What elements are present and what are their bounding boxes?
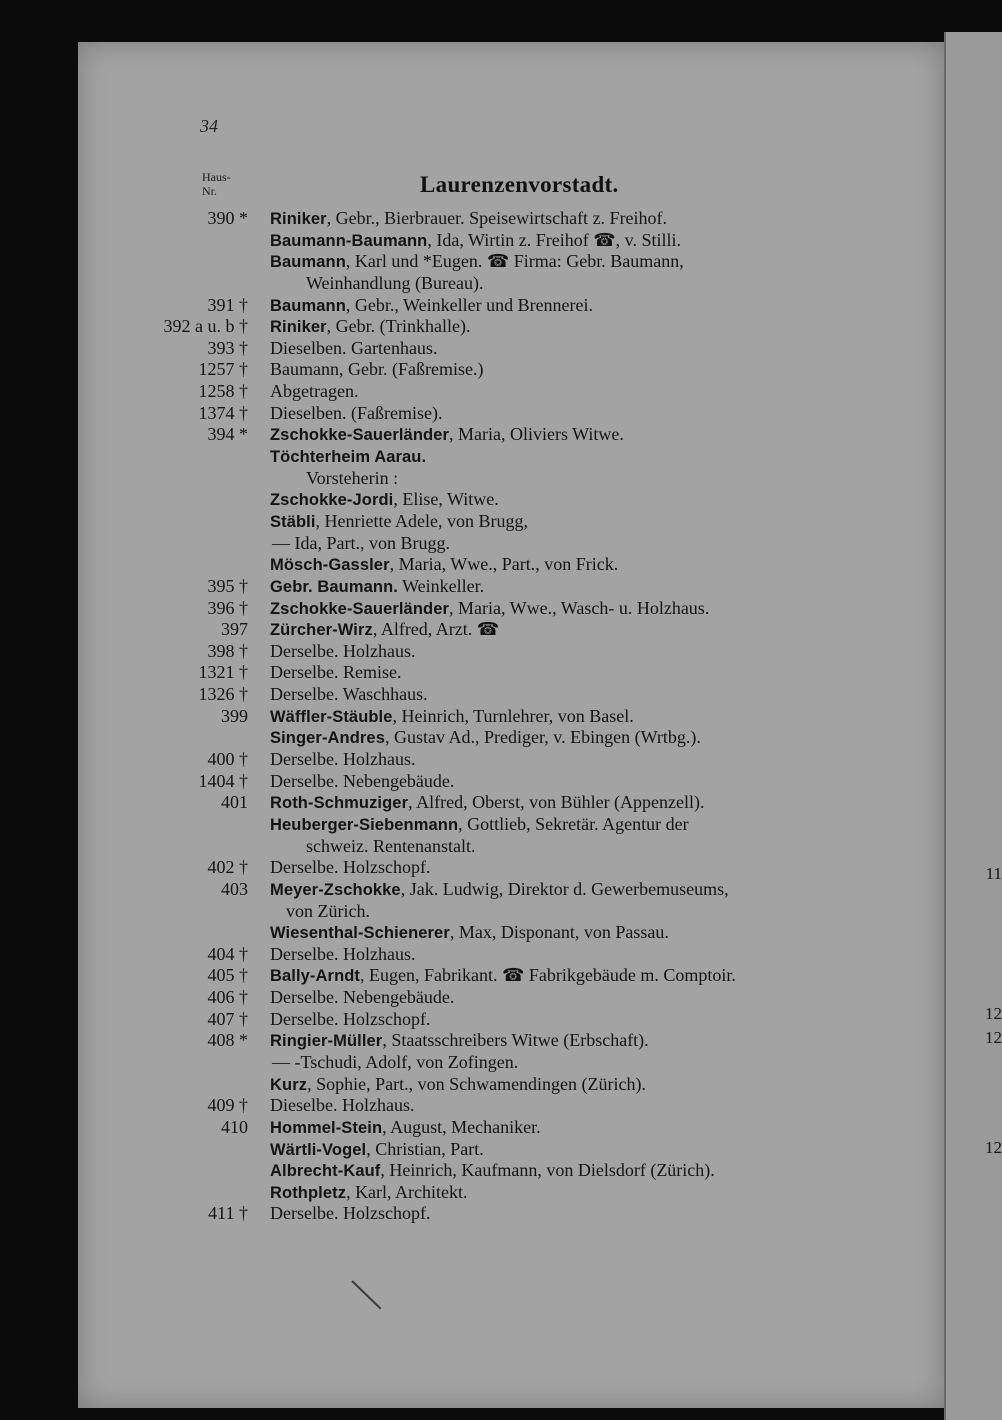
directory-row [0,857,1000,879]
entry-text [270,944,415,966]
entry-details: — -Tschudi, Adolf, von Zofingen. [272,1051,519,1072]
house-number: 409 † [207,1095,248,1116]
resident-name: Mösch-Gassler [270,556,390,575]
house-number: 403 [221,878,248,899]
entry-details: , Karl und *Eugen. ☎ Firma: Gebr. Baumann, [345,251,684,272]
directory-entries [0,208,1000,1225]
directory-row [0,814,1000,836]
entry-details: , Heinrich, Kaufmann, von Dielsdorf (Zürich). [380,1160,715,1181]
house-number: 1326 † [198,684,248,705]
directory-row [0,706,1000,728]
resident-name: Hommel-Stein [270,1118,383,1137]
entry-details: , Karl, Architekt. [346,1181,468,1202]
entry-text [270,1139,484,1161]
directory-row [0,1030,1000,1052]
entry-details: Dieselbe. Holzhaus. [270,1095,415,1116]
entry-text [270,359,483,381]
entry-details: , Gottlieb, Sekretär. Agentur der [458,813,689,834]
entry-details: , Maria, Oliviers Witwe. [449,424,624,445]
house-number: 396 † [207,597,248,618]
resident-name: Zschokke-Jordi [270,491,394,510]
house-number: 1321 † [198,662,248,683]
directory-row [0,965,1000,987]
directory-row [0,879,1000,901]
resident-name: Baumann [270,253,346,272]
entry-details: , Maria, Wwe., Wasch- u. Holzhaus. [449,597,710,618]
entry-text [270,511,528,533]
house-number: 397 [221,619,248,640]
entry-text [270,749,415,771]
entry-text [270,1160,715,1182]
directory-row [0,1117,1000,1139]
entry-text [270,1182,468,1204]
resident-name: Wärtli-Vogel [270,1140,367,1159]
entry-text [270,922,669,944]
directory-row [0,424,1000,446]
directory-row [0,727,1000,749]
entry-text [270,792,705,814]
entry-text [270,208,667,230]
entry-details: Derselbe. Holzhaus. [270,943,416,964]
directory-row [0,230,1000,252]
margin-number: 12 [985,1028,1002,1047]
house-number: 395 † [207,575,248,596]
house-number: 391 † [207,294,248,315]
entry-text [270,489,499,511]
entry-text [270,338,437,360]
directory-row [0,489,1000,511]
directory-row [0,403,1000,425]
directory-row [0,554,1000,576]
entry-details: von Zürich. [286,900,370,921]
resident-name: Zschokke-Sauerländer [270,426,449,445]
entry-details: Derselbe. Nebengebäude. [270,770,455,791]
directory-row [0,359,1000,381]
entry-details: , Alfred, Oberst, von Bühler (Appenzell). [408,792,705,813]
directory-row [0,792,1000,814]
entry-text [270,403,442,425]
margin-number: 12 [985,1138,1002,1157]
entry-text [270,446,426,468]
entry-details: , Gustav Ad., Prediger, v. Ebingen (Wrtbg.). [385,727,701,748]
entry-details: , Gebr., Bierbrauer. Speisewirtschaft z. Freihof. [326,208,668,228]
directory-row [0,316,1000,338]
directory-row [0,1074,1000,1096]
resident-name: Töchterheim Aarau. [270,448,427,467]
margin-number: 12 [985,1004,1002,1023]
column-header-haus-nr [202,170,231,198]
entry-text [270,857,430,879]
directory-row [0,295,1000,317]
entry-details: , August, Mechaniker. [382,1116,541,1137]
house-number: 1404 † [198,770,248,791]
resident-name: Bally-Arndt [270,967,361,986]
directory-row [0,771,1000,793]
entry-text [270,641,415,663]
house-number: 404 † [207,943,248,964]
entry-text [270,879,729,901]
resident-name: Zschokke-Sauerländer [270,599,449,618]
house-number: 406 † [207,987,248,1008]
directory-row [0,641,1000,663]
directory-row [0,598,1000,620]
resident-name: Meyer-Zschokke [270,880,401,899]
house-number: 398 † [207,640,248,661]
entry-text [270,598,709,620]
entry-text [270,771,454,793]
entry-details: Derselbe. Remise. [270,662,402,683]
entry-details: Weinhandlung (Bureau). [306,272,484,293]
entry-details: Derselbe. Waschhaus. [270,684,428,705]
house-number: 393 † [207,337,248,358]
directory-row [0,944,1000,966]
house-number: 399 [221,705,248,726]
entry-details: , Sophie, Part., von Schwamendingen (Zürich). [307,1073,647,1094]
entry-details: Derselbe. Holzschopf. [270,1008,431,1029]
directory-row [0,468,1000,490]
entry-details: — Ida, Part., von Brugg. [272,532,450,553]
entry-details: Weinkeller. [397,575,485,596]
house-number: 394 * [207,424,248,445]
entry-details: , Henriette Adele, von Brugg, [315,510,528,531]
entry-text [272,533,450,555]
entry-text [270,1095,414,1117]
entry-details: Derselbe. Nebengebäude. [270,987,455,1008]
entry-text [270,727,701,749]
entry-text [272,1052,518,1074]
entry-details: Derselbe. Holzschopf. [270,1203,431,1224]
entry-details: , Gebr., Weinkeller und Brennerei. [345,294,594,315]
resident-name: Baumann [270,296,346,315]
entry-text [270,1074,646,1096]
house-number: 410 [221,1116,248,1137]
resident-name: Heuberger-Siebenmann [270,815,459,834]
directory-row [0,684,1000,706]
entry-text [306,468,398,490]
directory-row [0,576,1000,598]
directory-row [0,836,1000,858]
entry-details: , Elise, Witwe. [393,489,499,510]
directory-row [0,1095,1000,1117]
resident-name: Ringier-Müller [270,1032,383,1051]
entry-text [270,987,454,1009]
entry-text [306,836,475,858]
resident-name: Baumann-Baumann [270,231,428,250]
directory-row [0,1203,1000,1225]
resident-name: Rothpletz [270,1183,347,1202]
directory-row [0,922,1000,944]
directory-row [0,273,1000,295]
entry-details: schweiz. Rentenanstalt. [306,835,476,856]
directory-row [0,208,1000,230]
entry-details: Derselbe. Holzschopf. [270,857,431,878]
entry-text [270,424,624,446]
haus-label: Haus- [202,170,231,184]
entry-details: , Staatsschreibers Witwe (Erbschaft). [382,1030,649,1051]
entry-text [270,684,428,706]
entry-text [306,273,484,295]
house-number: 1258 † [198,381,248,402]
directory-row [0,1160,1000,1182]
house-number: 400 † [207,749,248,770]
entry-details: Derselbe. Holzhaus. [270,640,416,661]
resident-name: Gebr. Baumann. [270,577,398,596]
resident-name: Roth-Schmuziger [270,794,409,813]
entry-text [270,554,618,576]
directory-row [0,1052,1000,1074]
entry-details: , Max, Disponant, von Passau. [449,922,669,943]
directory-row [0,901,1000,923]
entry-text [270,1030,649,1052]
entry-text [270,706,634,728]
directory-row [0,251,1000,273]
resident-name: Albrecht-Kauf [270,1162,381,1181]
resident-name: Wäffler-Stäuble [270,707,393,726]
directory-row [0,533,1000,555]
entry-details: , Maria, Wwe., Part., von Frick. [389,554,619,575]
entry-details: , Alfred, Arzt. ☎ [372,619,500,640]
entry-text [270,295,593,317]
resident-name: Zürcher-Wirz [270,621,373,640]
house-number: 408 * [207,1030,248,1051]
house-number: 411 † [208,1203,248,1224]
directory-row [0,619,1000,641]
directory-row [0,1009,1000,1031]
house-number: 1374 † [198,402,248,423]
resident-name: Singer-Andres [270,729,385,748]
directory-row [0,381,1000,403]
entry-details: Vorsteherin : [306,467,399,488]
entry-details: Derselbe. Holzhaus. [270,749,416,770]
entry-details: Dieselben. (Faßremise). [270,402,443,423]
entry-details: , Christian, Part. [366,1138,484,1159]
entry-details: , Eugen, Fabrikant. ☎ Fabrikgebäude m. Comptoir. [360,965,736,986]
house-number: 390 * [207,208,248,228]
entry-details: , Ida, Wirtin z. Freihof ☎, v. Stilli. [427,229,682,250]
directory-row [0,338,1000,360]
entry-details: Abgetragen. [270,381,359,402]
entry-details: Baumann, Gebr. (Faßremise.) [270,359,484,380]
entry-details: , Jak. Ludwig, Direktor d. Gewerbemuseums, [400,878,729,899]
entry-text [270,1203,430,1225]
directory-row [0,446,1000,468]
entry-text [270,662,401,684]
nr-label: Nr. [202,184,217,198]
entry-text [270,230,681,252]
margin-number: 11 [985,864,1002,883]
entry-text [270,381,358,403]
house-number: 407 † [207,1008,248,1029]
entry-text [286,901,370,923]
directory-row [0,662,1000,684]
entry-details: , Gebr. (Trinkhalle). [326,316,471,337]
house-number: 405 † [207,965,248,986]
entry-text [270,576,484,598]
resident-name: Kurz [270,1075,308,1094]
house-number: 392 a u. b † [163,316,248,337]
page-number: 34 [200,116,218,136]
entry-text [270,1117,541,1139]
section-title: Laurenzenvorstadt. [420,172,619,197]
entry-details: , Heinrich, Turnlehrer, von Basel. [392,705,634,726]
house-number: 1257 † [198,359,248,380]
entry-text [270,965,736,987]
entry-text [270,316,470,338]
entry-text [270,619,499,641]
directory-row [0,511,1000,533]
directory-row [0,987,1000,1009]
entry-details: Dieselben. Gartenhaus. [270,337,438,358]
entry-text [270,1009,430,1031]
resident-name: Riniker [270,318,327,337]
house-number: 401 [221,792,248,813]
resident-name: Stäbli [270,512,316,531]
directory-row [0,1182,1000,1204]
directory-row [0,1139,1000,1161]
directory-row [0,749,1000,771]
resident-name: Wiesenthal-Schienerer [270,924,450,943]
resident-name: Riniker [270,210,327,228]
entry-text [270,251,684,273]
house-number: 402 † [207,857,248,878]
entry-text [270,814,689,836]
